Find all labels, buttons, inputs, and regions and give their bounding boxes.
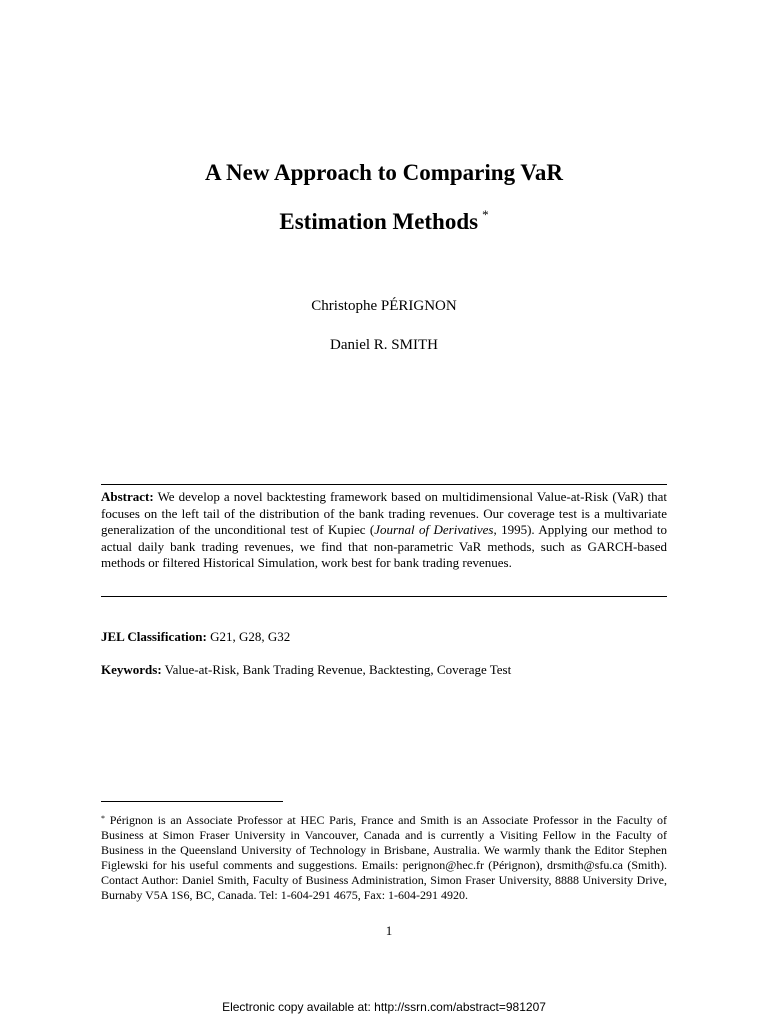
abstract-text-2: , 1995). Applying our method to actual daily bank trading revenues, we find that non-parametric VaR methods, such as GARCH-based methods or filtered Historical Simulation, work best for bank trading revenues. (101, 522, 667, 570)
abstract-top-rule (101, 484, 667, 485)
page-number: 1 (385, 923, 393, 938)
abstract-label: Abstract: (101, 489, 154, 504)
keywords-value: Value-at-Risk, Bank Trading Revenue, Backtesting, Coverage Test (161, 662, 512, 677)
paper-title-line-2-text: Estimation Methods (279, 209, 479, 234)
paper-title-line-1: A New Approach to Comparing VaR (204, 160, 564, 185)
author-1: Christophe PÉRIGNON (311, 298, 457, 314)
footnote-separator (101, 801, 283, 802)
abstract-bottom-rule (101, 596, 667, 597)
jel-classification (101, 630, 667, 643)
jel-value: G21, G28, G32 (206, 629, 291, 644)
footnote-marker: * (101, 814, 105, 823)
abstract-journal: Journal of Derivatives (374, 522, 494, 537)
keywords (101, 663, 667, 676)
title-footnote-marker: * (482, 207, 489, 222)
ssrn-notice: Electronic copy available at: http://ssrn.com/abstract=981207 (222, 1000, 546, 1014)
abstract-text-1: We develop a novel backtesting framework based on multidimensional Value-at-Risk (VaR) that focuses on the left tail of the distribution of the bank trading revenues. Our coverage test is a multivariate generalization of the unconditional test of Kupiec ( (101, 489, 667, 537)
footnote-text: Pérignon is an Associate Professor at HEC Paris, France and Smith is an Associate Professor in the Faculty of Business at Simon Fraser University in Vancouver, Canada and is currently a Visiting Fellow in the Faculty of Business in the Queensland University of Technology in Brisbane, Australia. We warmly thank the Editor Stephen Figlewski for his useful comments and suggestions. Emails: perignon@hec.fr (Pérignon), drsmith@sfu.ca (Smith). Contact Author: Daniel Smith, Faculty of Business Administration, Simon Fraser University, 8888 University Drive, Burnaby V5A 1S6, BC, Canada. Tel: 1-604-291 4675, Fax: 1-604-291 4920. (101, 813, 667, 902)
abstract (101, 489, 667, 572)
author-2: Daniel R. SMITH (330, 337, 438, 353)
jel-label: JEL Classification: (101, 629, 207, 644)
keywords-label: Keywords: (101, 662, 162, 677)
paper-title-line-2 (0, 208, 768, 233)
footnote (101, 811, 667, 903)
